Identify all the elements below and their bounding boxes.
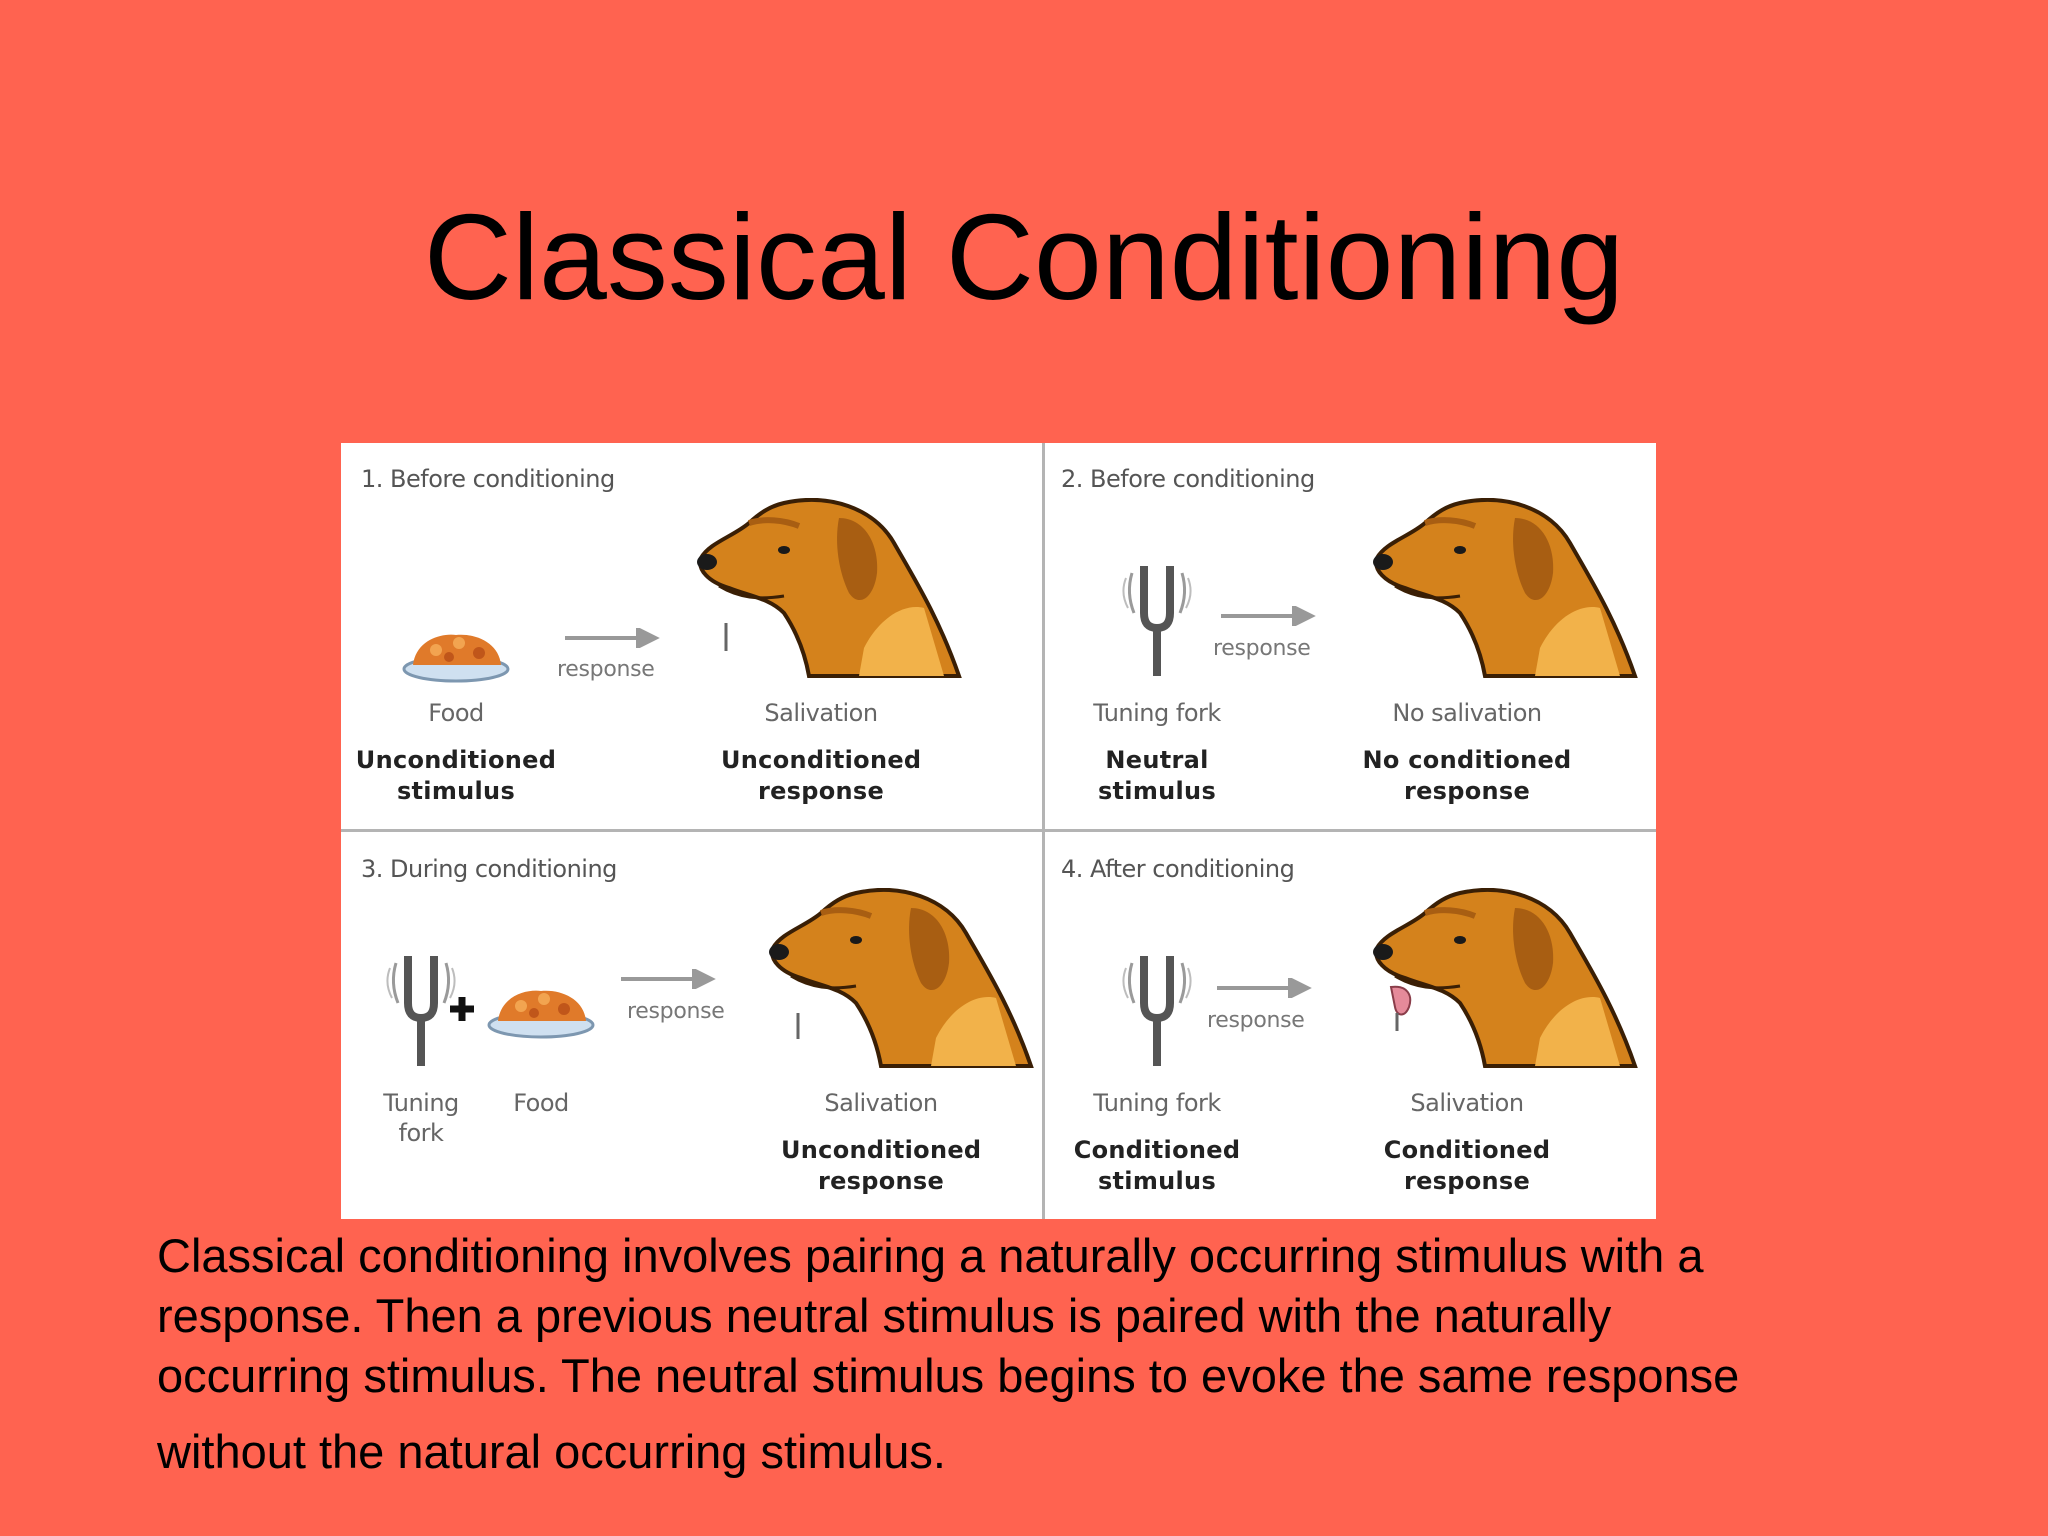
stimulus-label: Tuning fork (383, 1089, 459, 1147)
response-label: Salivation (824, 1089, 938, 1117)
stimulus-type: Neutral stimulus (1097, 746, 1217, 805)
horizontal-divider (341, 829, 1656, 832)
response-label: Salivation (1410, 1089, 1524, 1117)
food-bowl-icon (401, 625, 511, 685)
panel-before-conditioning-2 (1047, 443, 1656, 829)
dog-icon (1365, 498, 1645, 678)
plus-icon (448, 995, 476, 1023)
panel-before-conditioning-1 (341, 443, 1041, 829)
arrow-label: response (557, 657, 655, 682)
conditioning-diagram (341, 443, 1656, 1219)
response-label: Salivation (764, 699, 878, 727)
panel-title: 2. Before conditioning (1061, 465, 1315, 493)
response-type: Unconditioned response (781, 1136, 982, 1195)
stimulus-label-2: Food (513, 1089, 569, 1117)
arrow-label: response (1213, 636, 1311, 661)
arrow-icon (563, 628, 663, 648)
slide-body-text (157, 1226, 1947, 1482)
drool-icon (721, 623, 731, 653)
arrow-label: response (1207, 1008, 1305, 1033)
tuning-fork-icon (1122, 948, 1192, 1068)
slide-title: Classical Conditioning (423, 189, 1625, 325)
body-line: occurring stimulus. The neutral stimulus begins to evoke the same response (157, 1349, 1740, 1402)
stimulus-label: Tuning fork (1093, 1089, 1221, 1117)
body-line: response. Then a previous neutral stimulus is paired with the naturally (157, 1289, 1612, 1342)
arrow-icon (1219, 606, 1319, 626)
drool-icon (793, 1013, 803, 1043)
arrow-icon (619, 969, 719, 989)
body-line: Classical conditioning involves pairing a naturally occurring stimulus with a (157, 1229, 1704, 1282)
panel-title: 3. During conditioning (361, 855, 617, 883)
dog-icon (761, 888, 1041, 1068)
stimulus-label: Tuning fork (1093, 699, 1221, 727)
response-type: Unconditioned response (721, 746, 922, 805)
tuning-fork-icon (386, 948, 456, 1068)
food-bowl-icon (486, 981, 596, 1041)
response-type: No conditioned response (1362, 746, 1572, 805)
tongue-icon (1387, 983, 1417, 1033)
body-line: without the natural occurring stimulus. (157, 1425, 946, 1478)
response-type: Conditioned response (1383, 1136, 1551, 1195)
panel-title: 4. After conditioning (1061, 855, 1295, 883)
panel-after-conditioning (1047, 833, 1656, 1219)
dog-icon (1365, 888, 1645, 1068)
panel-title: 1. Before conditioning (361, 465, 615, 493)
response-label: No salivation (1392, 699, 1542, 727)
tuning-fork-icon (1122, 558, 1192, 678)
arrow-label: response (627, 999, 725, 1024)
stimulus-type: Conditioned stimulus (1073, 1136, 1241, 1195)
panel-during-conditioning (341, 833, 1041, 1219)
dog-icon (689, 498, 969, 678)
stimulus-label: Food (428, 699, 484, 727)
arrow-icon (1215, 978, 1315, 998)
stimulus-type: Unconditioned stimulus (355, 746, 557, 805)
